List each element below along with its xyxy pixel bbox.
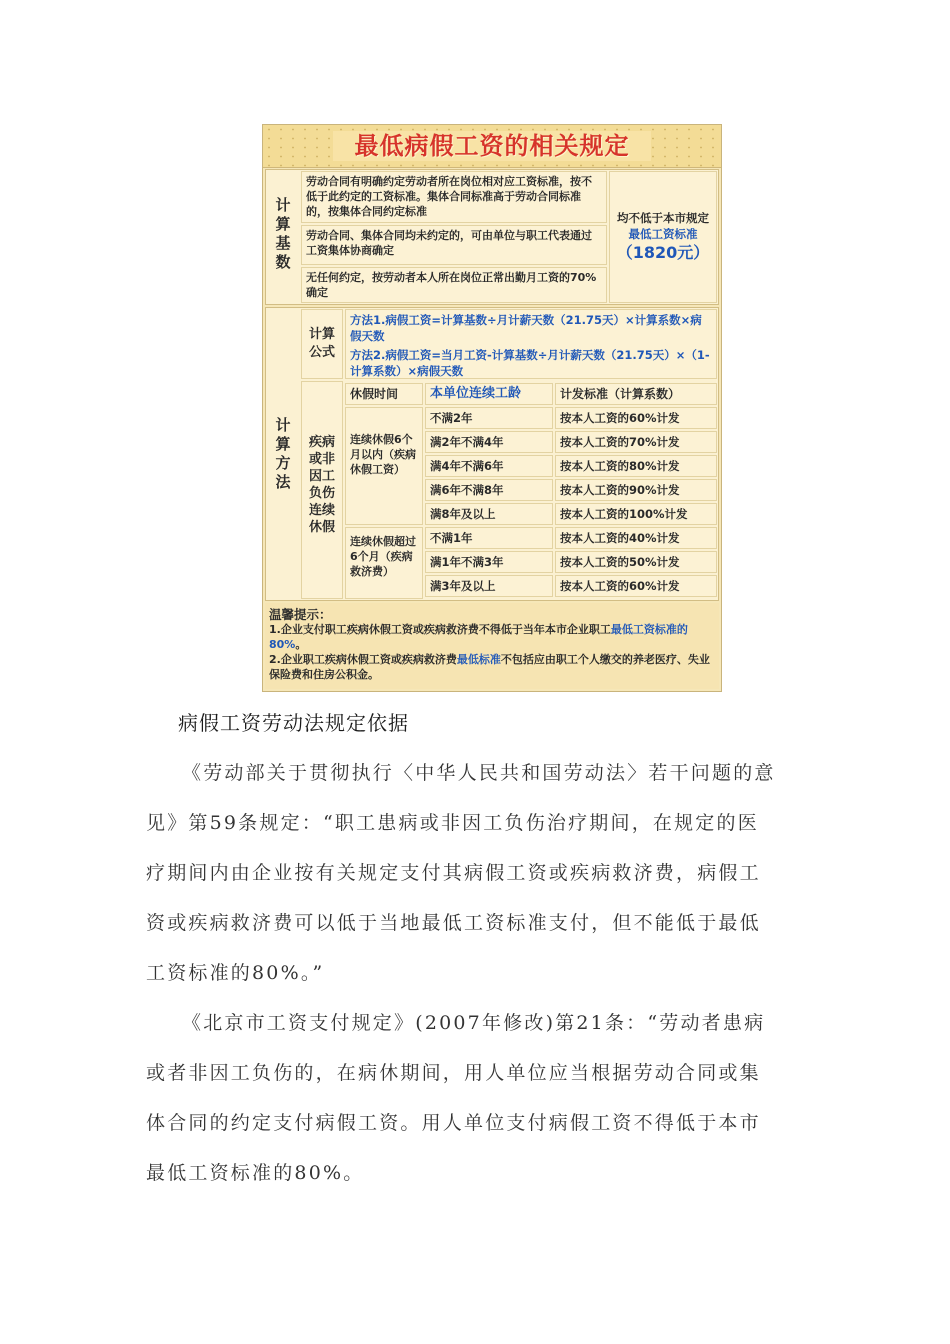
sick-leave-label: 疾病或非因工负伤连续休假 <box>301 381 343 599</box>
table-row-standard: 按本人工资的70%计发 <box>555 431 717 453</box>
tip-2: 2.企业职工疾病休假工资或疾病救济费最低标准不包括应由职工个人缴交的养老医疗、失业保险费和住房公积金。 <box>269 653 710 681</box>
table-row-standard: 按本人工资的80%计发 <box>555 455 717 477</box>
base-item-1: 劳动合同有明确约定劳动者所在岗位相对应工资标准，按不低于此约定的工资标准。集体合同标准高于劳动合同标准的，按集体合同约定标准 <box>301 171 607 223</box>
table-row-tenure: 满3年及以上 <box>425 575 553 597</box>
tips-box <box>265 603 719 689</box>
paragraph-labor-ministry <box>146 748 806 998</box>
paragraph-line: 工资标准的80%。” <box>146 962 325 984</box>
table-row-tenure: 不满1年 <box>425 527 553 549</box>
title-banner <box>263 125 721 168</box>
paragraph-line: 最低工资标准的80%。 <box>146 1162 365 1184</box>
group-2-label: 连续休假超过6个月（疾病救济费） <box>345 527 423 599</box>
table-row-standard: 按本人工资的40%计发 <box>555 527 717 549</box>
tips-title: 温馨提示： <box>269 607 332 622</box>
formula-method-2: 方法2.病假工资=当月工资-计算基数÷月计薪天数（21.75天）×（1-计算系数）×病假天数 <box>350 348 710 378</box>
col-leave-header: 休假时间 <box>345 383 423 405</box>
paragraph-line: 疗期间内由企业按有关规定支付其病假工资或疾病救济费，病假工 <box>146 862 761 884</box>
group-1-label: 连续休假6个月以内（疾病休假工资） <box>345 407 423 525</box>
table-row-standard: 按本人工资的60%计发 <box>555 407 717 429</box>
base-item-2: 劳动合同、集体合同均未约定的，可由单位与职工代表通过工资集体协商确定 <box>301 225 607 265</box>
method-label: 计算方法 <box>275 416 291 491</box>
paragraph-line: 《北京市工资支付规定》(2007年修改)第21条：“劳动者患病 <box>182 1012 766 1034</box>
formula-box <box>345 309 717 379</box>
min-wage-note-line1: 均不低于本市规定 <box>617 211 709 225</box>
section-heading: 病假工资劳动法规定依据 <box>178 711 409 735</box>
table-row-tenure: 满1年不满3年 <box>425 551 553 573</box>
col-tenure-header: 本单位连续工龄 <box>425 383 553 405</box>
paragraph-line: 资或疾病救济费可以低于当地最低工资标准支付，但不能低于最低 <box>146 912 761 934</box>
table-row-tenure: 满8年及以上 <box>425 503 553 525</box>
formula-method-1: 方法1.病假工资=计算基数÷月计薪天数（21.75天）×计算系数×病假天数 <box>350 313 702 343</box>
col-standard-header: 计发标准（计算系数） <box>555 383 717 405</box>
table-row-standard: 按本人工资的100%计发 <box>555 503 717 525</box>
paragraph-line: 体合同的约定支付病假工资。用人单位支付病假工资不得低于本市 <box>146 1112 761 1134</box>
table-row-tenure: 不满2年 <box>425 407 553 429</box>
paragraph-beijing-rules <box>146 998 806 1198</box>
table-row-tenure: 满4年不满6年 <box>425 455 553 477</box>
base-label: 计算基数 <box>275 196 291 271</box>
base-item-3: 无任何约定，按劳动者本人所在岗位正常出勤月工资的70%确定 <box>301 267 607 303</box>
min-wage-note <box>609 171 717 303</box>
sick-pay-infographic <box>262 124 722 692</box>
paragraph-line: 或者非因工负伤的，在病休期间，用人单位应当根据劳动合同或集 <box>146 1062 761 1084</box>
table-row-standard: 按本人工资的90%计发 <box>555 479 717 501</box>
table-row-standard: 按本人工资的60%计发 <box>555 575 717 597</box>
min-wage-note-line2: 最低工资标准 <box>628 227 698 241</box>
paragraph-line: 《劳动部关于贯彻执行〈中华人民共和国劳动法〉若干问题的意 <box>182 762 776 784</box>
table-row-standard: 按本人工资的50%计发 <box>555 551 717 573</box>
min-wage-amount: （1820元） <box>616 243 710 262</box>
paragraph-line: 见》第59条规定：“职工患病或非因工负伤治疗期间，在规定的医 <box>146 812 759 834</box>
table-row-tenure: 满2年不满4年 <box>425 431 553 453</box>
table-row-tenure: 满6年不满8年 <box>425 479 553 501</box>
infographic-title: 最低病假工资的相关规定 <box>333 131 651 161</box>
tip-1: 1.企业支付职工疾病休假工资或疾病救济费不得低于当年本市企业职工最低工资标准的80%。 <box>269 623 688 651</box>
formula-label: 计算公式 <box>301 309 343 379</box>
